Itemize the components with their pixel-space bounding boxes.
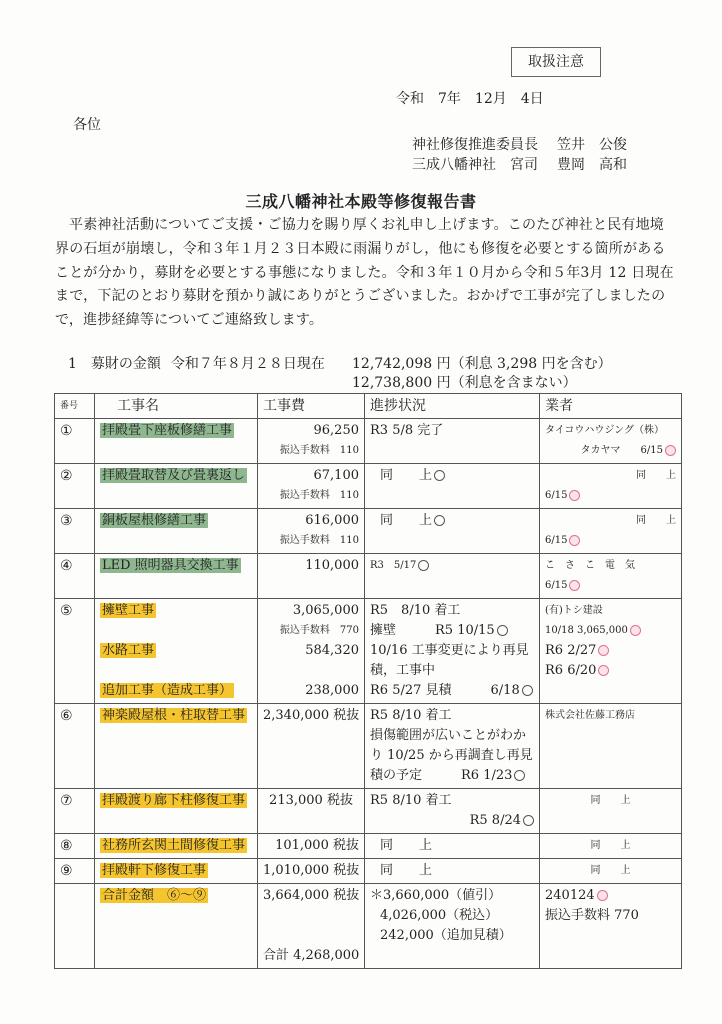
contractor-name: (有)トシ建設 <box>545 605 603 616</box>
contractor-date <box>545 486 676 506</box>
progress-cell <box>365 419 540 464</box>
progress-text: R5 8/10 着工 <box>370 708 452 723</box>
header-name: 工事名 <box>95 394 258 419</box>
cost-cell <box>258 859 365 884</box>
document-title: 三成八幡神社本殿等修復報告書 <box>245 192 477 211</box>
cost-cell <box>258 419 365 464</box>
progress-cell <box>365 704 540 789</box>
contractor-date <box>545 531 676 551</box>
progress-text: 242,000（追加見積） <box>380 928 512 943</box>
row-number: ⑦ <box>55 789 95 834</box>
transfer-fee: 振込手数料 110 <box>279 445 359 456</box>
progress-text: 損傷範囲が広いことがわか <box>370 728 527 743</box>
contractor-name: 同 上 <box>590 865 631 876</box>
contractor-cell <box>540 509 682 554</box>
sender-role: 三成八幡神社 宮司 <box>412 157 538 173</box>
work-name-line <box>100 641 252 661</box>
progress-text: R5 8/10 着工 <box>370 793 452 808</box>
work-name-line <box>100 601 252 621</box>
progress-line <box>370 681 534 701</box>
progress-text: 擁壁 R5 10/15 <box>370 623 495 638</box>
progress-text: ＊3,660,000（値引） <box>370 888 502 903</box>
contractor-text: 240124 <box>545 888 595 903</box>
body-paragraph: 平素神社活動についてご支援・ご協力を賜り厚くお礼申し上げます。このたび神社と民有地境界の石垣が崩壊し，令和３年１月２３日本殿に雨漏りがし，他にも修復を必要とする箇所があることが分かり，募財を必要とする事態になりました。令和３年１０月から令和５年3月 12 日現在まで，下記のとおり募財を預かり誠にありがとうございました。おかげで工事が完了しましたので，進捗経緯等についてご連絡致します。 <box>55 217 674 329</box>
progress-text: 同 上 <box>380 468 433 483</box>
contractor-text: R6 2/27 <box>545 643 597 658</box>
document-date <box>396 88 558 108</box>
work-name: 追加工事（造成工事） <box>102 683 233 698</box>
contractor-cell <box>540 704 682 789</box>
contractor-line <box>545 886 676 906</box>
table-row <box>55 859 682 884</box>
row-number: ⑨ <box>55 859 95 884</box>
progress-line <box>370 811 534 831</box>
work-name: 水路工事 <box>102 643 155 658</box>
contractor-cell <box>540 884 682 969</box>
work-name: 拝殿畳下座板修繕工事 <box>102 423 233 438</box>
contractor-text: 振込手数料 770 <box>545 908 639 923</box>
contractor-name: 同 上 <box>636 470 676 481</box>
progress-cell <box>365 554 540 599</box>
transfer-fee: 振込手数料 110 <box>279 490 359 501</box>
work-name: 銅板屋根修繕工事 <box>102 513 207 528</box>
contractor-name: 株式会社佐藤工務店 <box>545 710 635 721</box>
work-name: 拝殿軒下修復工事 <box>102 863 207 878</box>
seal-stamp-icon <box>598 645 609 656</box>
cost-cell <box>258 834 365 859</box>
cost-cell <box>258 599 365 704</box>
seal-stamp-icon <box>434 470 445 481</box>
row-number: ③ <box>55 509 95 554</box>
cost-value: 3,065,000 <box>292 603 359 618</box>
table-row <box>55 464 682 509</box>
sender-name: 豊岡 高和 <box>557 157 627 173</box>
contractor-cell <box>540 789 682 834</box>
progress-cell <box>365 834 540 859</box>
work-name-cell <box>95 859 258 884</box>
contractor-name: 同 上 <box>636 515 676 526</box>
contractor-text: 10/18 3,065,000 <box>545 625 628 636</box>
date-day: 4日 <box>520 91 544 107</box>
progress-text: 積，工事中 <box>370 663 436 678</box>
cost-value: 3,664,000 税抜 <box>263 888 360 903</box>
transfer-fee: 振込手数料 770 <box>279 625 359 636</box>
table-header-row <box>55 394 682 419</box>
cost-value: 2,340,000 税抜 <box>263 708 360 723</box>
contractor-cell <box>540 599 682 704</box>
date-month: 12月 <box>474 91 507 107</box>
cost-value: 67,100 <box>313 468 359 483</box>
seal-stamp-icon <box>418 560 429 571</box>
work-name-line <box>100 681 252 701</box>
contractor-line <box>545 641 676 661</box>
table-row <box>55 834 682 859</box>
progress-text: R6 5/27 見積 6/18 <box>370 683 520 698</box>
contractor-line <box>545 661 676 681</box>
work-name: 拝殿畳取替及び畳裏返し <box>102 468 246 483</box>
cost-value: 101,000 税抜 <box>275 838 359 853</box>
work-name-cell <box>95 554 258 599</box>
seal-stamp-icon <box>523 815 534 826</box>
contractor-cell <box>540 554 682 599</box>
seal-stamp-icon <box>569 535 580 546</box>
header-cost: 工事費 <box>258 394 365 419</box>
section-1-heading <box>68 353 688 373</box>
work-name: 拝殿渡り廊下柱修復工事 <box>102 793 246 808</box>
progress-line <box>370 466 534 486</box>
amount-without-interest: 12,738,800 円（利息を含まない） <box>352 375 577 391</box>
handling-notice-box: 取扱注意 <box>511 47 601 77</box>
table-row <box>55 554 682 599</box>
table-row <box>55 509 682 554</box>
seal-stamp-icon <box>598 665 609 676</box>
row-number: ① <box>55 419 95 464</box>
progress-text: R3 5/17 <box>370 560 417 571</box>
progress-text: R3 5/8 完了 <box>370 423 444 438</box>
sender-name: 笠井 公俊 <box>557 137 627 153</box>
section-date: 令和７年８月２８日現在 <box>170 356 325 372</box>
progress-text: R5 8/24 <box>469 813 521 828</box>
contractor-cell <box>540 419 682 464</box>
contractor-date-text: 6/15 <box>545 535 568 546</box>
contractor-cell <box>540 464 682 509</box>
seal-stamp-icon <box>514 770 525 781</box>
cost-value: 213,000 税抜 <box>269 793 353 808</box>
work-name-cell <box>95 419 258 464</box>
row-number: ⑤ <box>55 599 95 704</box>
seal-stamp-icon <box>597 890 608 901</box>
work-name-cell <box>95 834 258 859</box>
cost-cell <box>258 509 365 554</box>
table-row <box>55 704 682 789</box>
table-row <box>55 789 682 834</box>
contractor-cell <box>540 834 682 859</box>
header-progress: 進捗状況 <box>365 394 540 419</box>
progress-text: 同 上 <box>380 838 433 853</box>
cost-value: 616,000 <box>305 513 359 528</box>
row-number: ② <box>55 464 95 509</box>
work-name: 擁壁工事 <box>102 603 155 618</box>
progress-cell <box>365 464 540 509</box>
progress-cell <box>365 884 540 969</box>
cost-cell <box>258 789 365 834</box>
grand-total: 合計 4,268,000 <box>263 948 360 963</box>
cost-value: 96,250 <box>313 423 359 438</box>
sender-1 <box>412 134 627 154</box>
work-name-cell <box>95 884 258 969</box>
work-name: LED 照明器具交換工事 <box>102 558 239 573</box>
work-name-cell <box>95 464 258 509</box>
sender-role: 神社修復推進委員長 <box>412 137 538 153</box>
contractor-date-text: タカヤマ 6/15 <box>580 445 663 456</box>
cost-cell <box>258 884 365 969</box>
repair-table <box>54 393 682 969</box>
cost-value: 584,320 <box>305 643 359 658</box>
contractor-date-text: 6/15 <box>545 580 568 591</box>
date-era: 令和 <box>396 91 424 107</box>
cost-value: 238,000 <box>305 683 359 698</box>
progress-cell <box>365 599 540 704</box>
progress-text: 同 上 <box>380 513 433 528</box>
contractor-name: 同 上 <box>590 795 631 806</box>
row-number <box>55 884 95 969</box>
cost-value: 1,010,000 税抜 <box>263 863 360 878</box>
cost-value: 110,000 <box>305 558 359 573</box>
amount-with-interest: 12,742,098 円（利息 3,298 円を含む） <box>352 356 612 372</box>
progress-text: 10/16 工事変更により再見 <box>370 643 529 658</box>
contractor-date <box>545 441 676 461</box>
progress-text: 同 上 <box>380 863 433 878</box>
progress-cell <box>365 789 540 834</box>
work-name-cell <box>95 789 258 834</box>
seal-stamp-icon <box>569 490 580 501</box>
progress-text: り 10/25 から再調査し再見 <box>370 748 533 763</box>
seal-stamp-icon <box>665 445 676 456</box>
header-no: 番号 <box>55 394 95 419</box>
table-row <box>55 419 682 464</box>
progress-text: 4,026,000（税込） <box>380 908 499 923</box>
row-number: ⑧ <box>55 834 95 859</box>
row-number: ④ <box>55 554 95 599</box>
cost-cell <box>258 704 365 789</box>
contractor-name: 同 上 <box>590 840 631 851</box>
seal-stamp-icon <box>434 515 445 526</box>
section-number: 1 <box>68 356 77 372</box>
work-name-cell <box>95 509 258 554</box>
progress-line <box>370 766 534 786</box>
section-label: 募財の金額 <box>90 356 161 372</box>
progress-line <box>370 556 534 576</box>
row-number: ⑥ <box>55 704 95 789</box>
total-label: 合計金額 ⑥～⑨ <box>102 888 207 903</box>
seal-stamp-icon <box>522 685 533 696</box>
work-name: 神楽殿屋根・柱取替工事 <box>102 708 246 723</box>
progress-text: R5 8/10 着工 <box>370 603 461 618</box>
contractor-line <box>545 621 676 641</box>
progress-cell <box>365 509 540 554</box>
progress-line <box>370 621 534 641</box>
cost-cell <box>258 554 365 599</box>
transfer-fee: 振込手数料 110 <box>279 535 359 546</box>
contractor-date <box>545 576 676 596</box>
contractor-name: こ さ こ 電 気 <box>545 560 635 571</box>
work-name-cell <box>95 599 258 704</box>
date-year: 7年 <box>438 91 461 107</box>
table-row <box>55 599 682 704</box>
contractor-cell <box>540 859 682 884</box>
seal-stamp-icon <box>630 625 641 636</box>
progress-line <box>370 511 534 531</box>
progress-cell <box>365 859 540 884</box>
progress-text: 積の予定 R6 1/23 <box>370 768 513 783</box>
table-row-total <box>55 884 682 969</box>
header-contractor: 業者 <box>540 394 682 419</box>
seal-stamp-icon <box>569 580 580 591</box>
contractor-name: タイコウハウジング（株） <box>545 425 664 436</box>
work-name: 社務所玄関土間修復工事 <box>102 838 246 853</box>
sender-2 <box>412 154 627 174</box>
seal-stamp-icon <box>497 625 508 636</box>
contractor-date-text: 6/15 <box>545 490 568 501</box>
contractor-text: R6 6/20 <box>545 663 597 678</box>
cost-cell <box>258 464 365 509</box>
addressee: 各位 <box>73 117 101 133</box>
work-name-cell <box>95 704 258 789</box>
